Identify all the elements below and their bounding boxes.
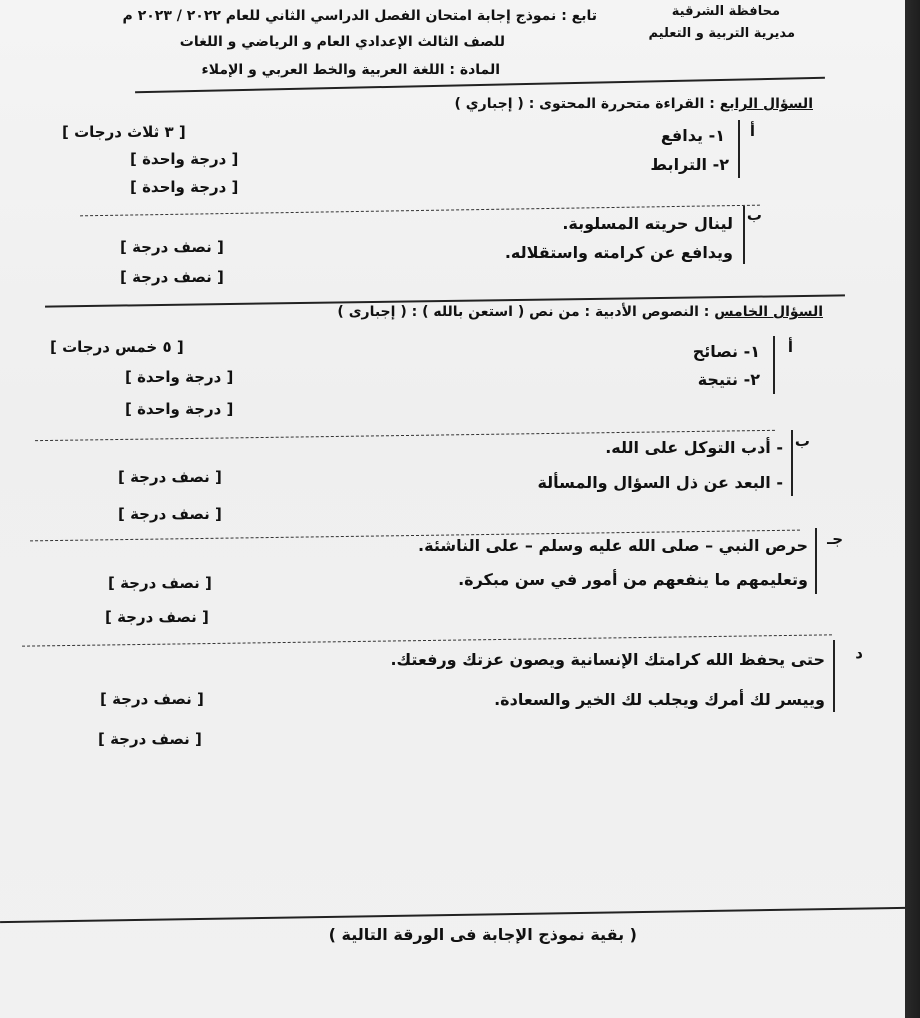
q5-d-mark-1: [ نصف درجة ] — [100, 690, 204, 708]
q5-a-mark-2: [ درجة واحدة ] — [125, 400, 234, 418]
q5-part-d-letter: د — [855, 644, 863, 662]
q4-b-answer-1: لينال حريته المسلوبة. — [562, 214, 733, 233]
q4-a-mark-1: [ درجة واحدة ] — [130, 150, 239, 168]
footer-divider — [0, 907, 905, 923]
footer-continuation-note: ( بقية نموذج الإجابة فى الورقة التالية ) — [328, 925, 637, 944]
q5-b-mark-1: [ نصف درجة ] — [118, 468, 222, 486]
q5-c-mark-2: [ نصف درجة ] — [105, 608, 209, 626]
q5-c-answer-1: حرص النبي – صلى الله عليه وسلم – على الناشئة. — [418, 536, 808, 555]
q5-a-answer-1: ١- نصائح — [692, 342, 760, 361]
q4-part-a-letter: أ — [749, 122, 755, 140]
q5-b-answer-2: - البعد عن ذل السؤال والمسألة — [537, 473, 783, 492]
q4-a-answer-2: ٢- الترابط — [650, 155, 729, 174]
q5-part-c-letter: جـ — [827, 530, 843, 548]
q4-b-mark-1: [ نصف درجة ] — [120, 238, 224, 256]
q4-title: السؤال الرابع : القراءة متحررة المحتوى : ( إجباري ) — [454, 96, 813, 112]
q4-a-answer-1: ١- يدافع — [660, 126, 725, 145]
q4-b-answer-2: ويدافع عن كرامته واستقلاله. — [504, 243, 733, 262]
q5-part-a-bar — [773, 336, 775, 394]
q4-a-total-mark: [ ٣ ثلاث درجات ] — [62, 123, 186, 141]
q5-b-answer-1: - أدب التوكل على الله. — [605, 438, 783, 457]
subject-line: المادة : اللغة العربية والخط العربي و الإملاء — [201, 62, 500, 78]
q5-d-mark-2: [ نصف درجة ] — [98, 730, 202, 748]
q4-b-mark-2: [ نصف درجة ] — [120, 268, 224, 286]
q5-a-answer-2: ٢- نتيجة — [697, 370, 760, 389]
q4-part-b-bar — [743, 206, 745, 264]
q5-part-d-bar — [833, 640, 835, 712]
grade-line: للصف الثالث الإعدادي العام و الرياضي و اللغات — [179, 34, 505, 50]
q5-dash-3 — [22, 634, 832, 646]
directorate-label: مديرية التربية و التعليم — [648, 26, 795, 41]
q5-part-b-bar — [791, 430, 793, 496]
q5-part-c-bar — [815, 528, 817, 594]
q5-d-answer-1: حتى يحفظ الله كرامتك الإنسانية ويصون عزتك ورفعتك. — [390, 650, 825, 669]
q5-part-a-letter: أ — [787, 338, 793, 356]
q5-b-mark-2: [ نصف درجة ] — [118, 505, 222, 523]
q4-part-a-bar — [738, 120, 740, 178]
q5-c-answer-2: وتعليمهم ما ينفعهم من أمور في سن مبكرة. — [458, 570, 808, 589]
q5-a-total-mark: [ ٥ خمس درجات ] — [50, 338, 184, 356]
exam-title: تابع : نموذج إجابة امتحان الفصل الدراسي الثاني للعام ٢٠٢٢ / ٢٠٢٣ م — [122, 8, 597, 24]
governorate-label: محافظة الشرقية — [671, 4, 780, 19]
q5-a-mark-1: [ درجة واحدة ] — [125, 368, 234, 386]
q5-d-answer-2: وييسر لك أمرك ويجلب لك الخير والسعادة. — [494, 690, 825, 709]
q4-a-mark-2: [ درجة واحدة ] — [130, 178, 239, 196]
q5-part-b-letter: ب — [794, 432, 810, 450]
header-divider — [135, 77, 825, 93]
q4-part-b-letter: ب — [746, 206, 762, 224]
q5-c-mark-1: [ نصف درجة ] — [108, 574, 212, 592]
q5-title: السؤال الخامس : النصوص الأدبية : من نص ( استعن بالله ) : ( إجبارى ) — [337, 304, 823, 320]
